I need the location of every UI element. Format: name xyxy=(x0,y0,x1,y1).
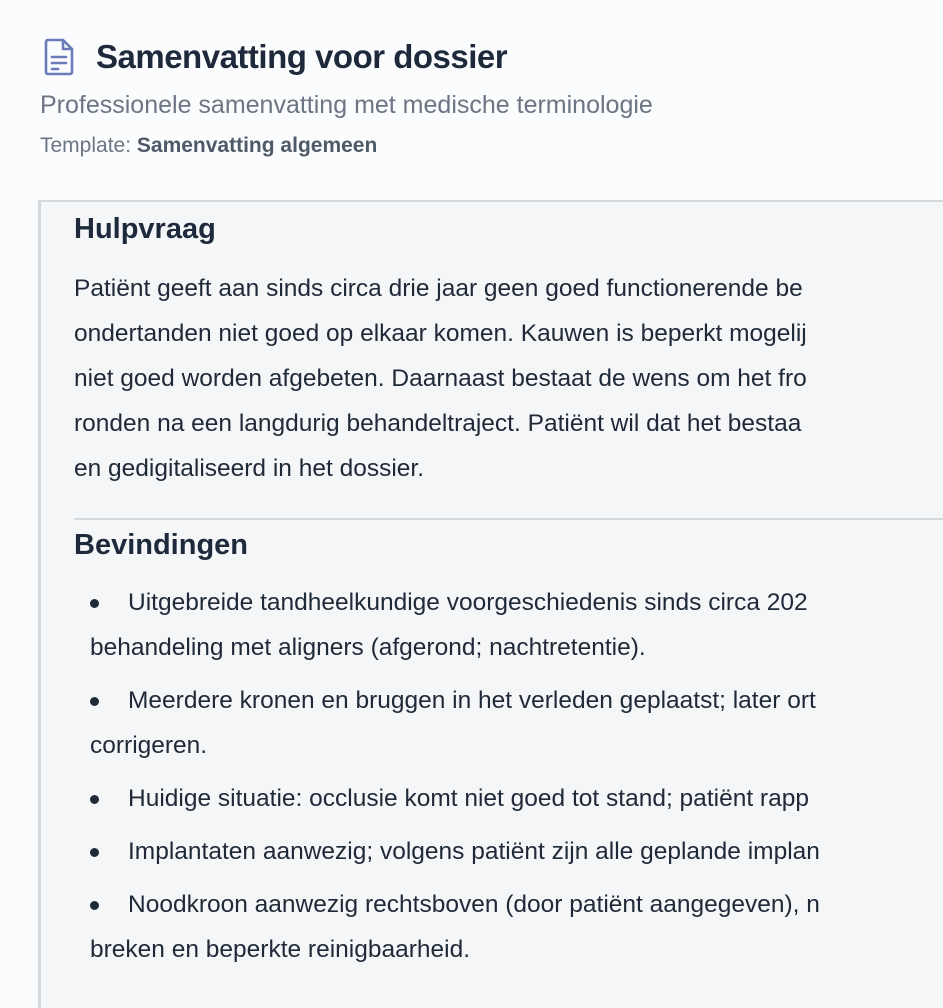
paragraph-line: Patiënt geeft aan sinds circa drie jaar geen goed functionerende be xyxy=(74,275,803,302)
section-divider xyxy=(74,518,943,520)
section-bevindingen xyxy=(74,529,943,972)
paragraph-line: niet goed worden afgebeten. Daarnaast bestaat de wens om het fro xyxy=(74,365,807,392)
template-info xyxy=(40,134,943,158)
summary-header xyxy=(40,36,943,158)
paragraph-line: ronden na een langdurig behandeltraject. Patiënt wil dat het bestaa xyxy=(74,410,802,437)
paragraph-line: en gedigitaliseerd in het dossier. xyxy=(74,455,425,482)
hulpvraag-paragraph xyxy=(74,266,943,491)
bullet-line: Implantaten aanwezig; volgens patiënt zijn alle geplande implan xyxy=(128,838,820,865)
list-item xyxy=(74,678,943,768)
document-icon xyxy=(40,36,78,78)
paragraph-line: ondertanden niet goed op elkaar komen. Kauwen is beperkt mogelij xyxy=(74,320,807,347)
list-item xyxy=(74,882,943,972)
summary-content-panel xyxy=(38,200,943,1008)
bevindingen-list xyxy=(74,580,943,972)
title-row xyxy=(40,36,943,78)
bullet-line: Uitgebreide tandheelkundige voorgeschiedenis sinds circa 202 xyxy=(128,589,808,616)
page-title: Samenvatting voor dossier xyxy=(96,38,508,75)
list-item xyxy=(74,829,943,874)
template-label: Template: xyxy=(40,134,132,157)
page-subtitle: Professionele samenvatting met medische terminologie xyxy=(40,91,653,119)
section-title-bevindingen: Bevindingen xyxy=(74,529,249,561)
template-name: Samenvatting algemeen xyxy=(136,134,378,157)
bullet-line: corrigeren. xyxy=(90,732,208,759)
bullet-line: Meerdere kronen en bruggen in het verleden geplaatst; later ort xyxy=(128,687,816,714)
bullet-line: Noodkroon aanwezig rechtsboven (door patiënt aangegeven), n xyxy=(128,891,820,918)
bullet-line: breken en beperkte reinigbaarheid. xyxy=(90,936,471,963)
section-hulpvraag xyxy=(74,202,943,520)
section-title-hulpvraag: Hulpvraag xyxy=(74,213,216,245)
bullet-line: behandeling met aligners (afgerond; nachtretentie). xyxy=(90,634,646,661)
list-item xyxy=(74,580,943,670)
bullet-line: Huidige situatie: occlusie komt niet goed tot stand; patiënt rapp xyxy=(128,785,809,812)
list-item xyxy=(74,776,943,821)
